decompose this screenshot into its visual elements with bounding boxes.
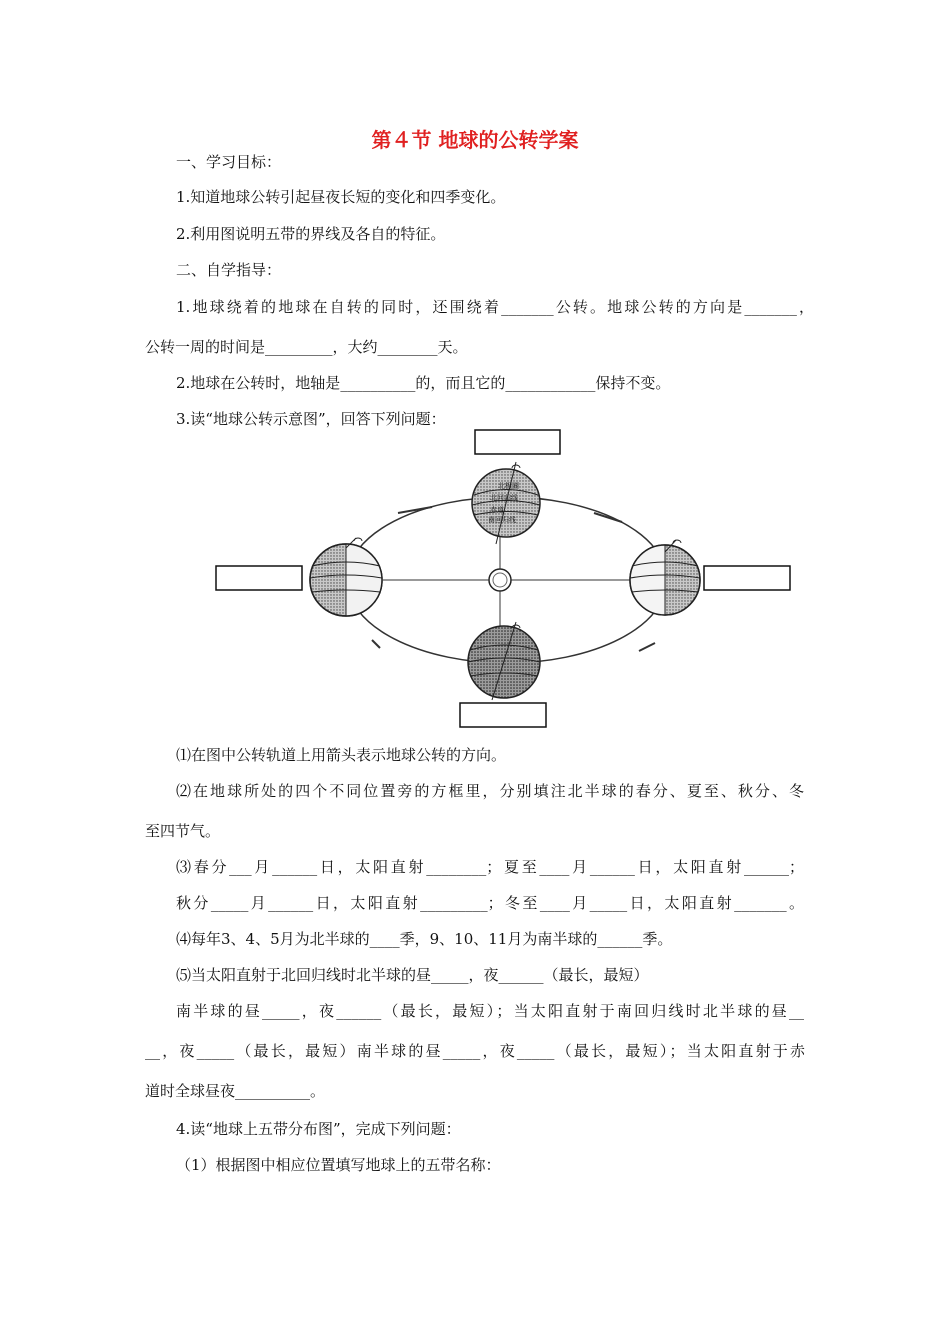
globe-label-tropic-capricorn: 南回归线: [488, 516, 516, 524]
question-3-5-line-1: ⑸当太阳直射于北回归线时北半球的昼_____，夜______（最长，最短）: [176, 966, 649, 984]
question-3-5-line-4: 道时全球昼夜__________。: [145, 1082, 326, 1100]
objective-2: 2.利用图说明五带的界线及各自的特征。: [176, 225, 446, 243]
objectives-heading: 一、学习目标：: [176, 153, 282, 171]
answer-box-right: [704, 566, 790, 590]
sun-icon: [489, 569, 511, 591]
guide-heading: 二、自学指导：: [176, 261, 282, 279]
globe-label-tropic-cancer: 北回归线: [490, 494, 518, 502]
globe-top: [472, 462, 540, 544]
question-1-line-1: 1.地球绕着的地球在自转的同时，还围绕着_______公转。地球公转的方向是_______，: [176, 298, 814, 316]
answer-box-top: [475, 430, 560, 454]
objective-1: 1.知道地球公转引起昼夜长短的变化和四季变化。: [176, 188, 506, 206]
globe-right: [630, 540, 700, 615]
page-title: 第４节 地球的公转学案: [371, 128, 579, 152]
globe-label-arctic-circle: 北极圈: [498, 482, 519, 490]
answer-box-left: [216, 566, 302, 590]
question-3-5-line-3: __，夜_____（最长，最短）南半球的昼_____，夜_____（最长，最短）；当太阳直射于赤: [145, 1042, 805, 1060]
question-2: 2.地球在公转时，地轴是__________的，而且它的____________保持不变。: [176, 374, 671, 392]
question-3-4: ⑷每年3、4、5月为北半球的____季，9、10、11月为南半球的______季。: [176, 930, 673, 948]
question-3-1: ⑴在图中公转轨道上用箭头表示地球公转的方向。: [176, 746, 507, 764]
globe-label-equator: 赤道: [490, 506, 504, 514]
question-3-2-line-2: 至四节气。: [145, 822, 221, 840]
globe-left: [310, 538, 382, 616]
question-3-intro: 3.读“地球公转示意图”，回答下列问题：: [176, 410, 446, 428]
answer-box-bottom: [460, 703, 546, 727]
question-4-1: （1）根据图中相应位置填写地球上的五带名称：: [176, 1156, 501, 1174]
question-3-3-line-1: ⑶春分___月______日，太阳直射________；夏至____月______日，太阳直射______；: [176, 858, 804, 876]
question-3-5-line-2: 南半球的昼_____，夜______（最长，最短）；当太阳直射于南回归线时北半球的昼__: [176, 1002, 804, 1020]
question-4-intro: 4.读“地球上五带分布图”，完成下列问题：: [176, 1120, 461, 1138]
question-1-line-2: 公转一周的时间是_________，大约________天。: [145, 338, 468, 356]
globe-bottom: [468, 622, 540, 700]
question-3-2-line-1: ⑵在地球所处的四个不同位置旁的方框里，分别填注北半球的春分、夏至、秋分、冬: [176, 782, 804, 800]
question-3-3-line-2: 秋分_____月______日，太阳直射_________；冬至____月_____日，太阳直射_______。: [176, 894, 804, 912]
